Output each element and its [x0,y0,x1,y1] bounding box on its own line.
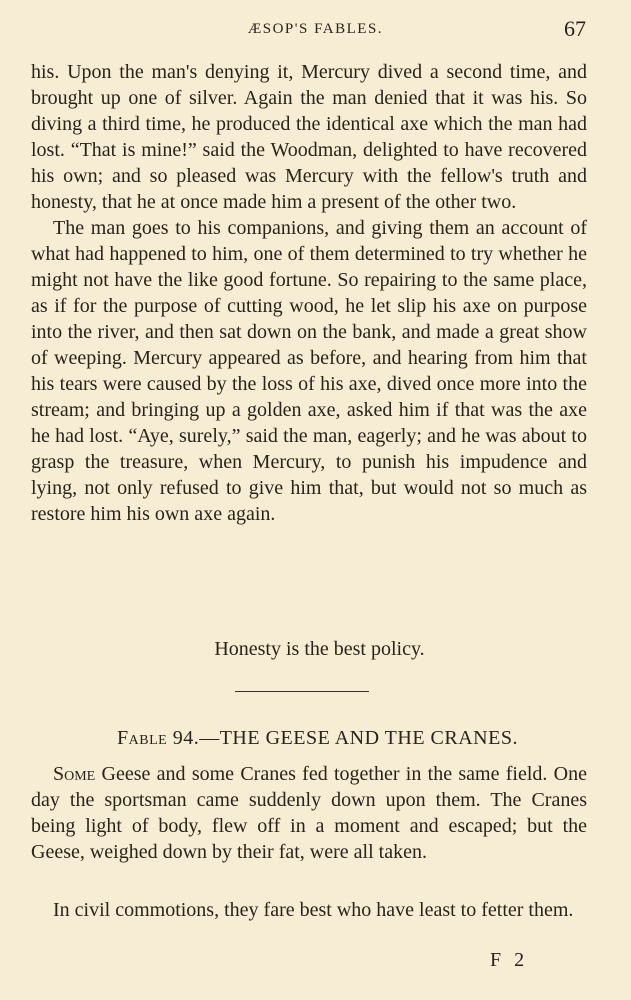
fable-94-body [31,761,587,865]
signature-mark: F 2 [490,949,529,971]
paragraph [31,761,587,865]
moral-text: In civil commotions, they fare best who have least to fetter them. [53,899,574,921]
paragraph: his. Upon the man's denying it, Mercury dived a second time, and brought up one of silver. Again the man denied that it was his. So diving a third time, he produced the identical axe which the man had lost. “That is mine!” said the Woodman, delighted to have recovered his own; and so pleased was Mercury with the fellow's truth and honesty, that he at once made him a present of the other two. [31,61,587,213]
section-divider [235,691,369,692]
page-number: 67 [564,16,586,41]
first-word: Some [53,763,96,785]
fable-number-label: Fable 94. [117,727,200,749]
fable-heading [0,727,631,750]
fable-94-moral [31,897,587,923]
moral-text: Honesty is the best policy. [214,638,425,660]
paragraph-body: Geese and some Cranes fed together in the same field. One day the sportsman came suddenly down upon them. The Cranes being light of body, flew off in a moment and escaped; but the Geese, weighed down by their fat, were all taken. [31,763,587,863]
fable-title: —THE GEESE AND THE CRANES. [199,727,518,749]
fable-93-continuation [31,59,587,527]
paragraph: The man goes to his companions, and giving them an account of what had happened to him, one of them determined to try whether he might not have the like good fortune. So repairing to the same place, as if for the purpose of cutting wood, he let slip his axe on purpose into the river, and then sat down on the bank, and made a great show of weeping. Mercury appeared as before, and hearing from him that his tears were caused by the loss of his axe, dived once more into the stream; and bringing up a golden axe, asked him if that was the axe he had lost. “Aye, surely,” said the man, eagerly; and he was about to grasp the treasure, when Mercury, to punish his impudence and lying, not only refused to give him that, but would not so much as restore him his own axe again. [31,217,587,525]
running-title: ÆSOP'S FABLES. [247,21,384,37]
running-head [0,16,631,46]
